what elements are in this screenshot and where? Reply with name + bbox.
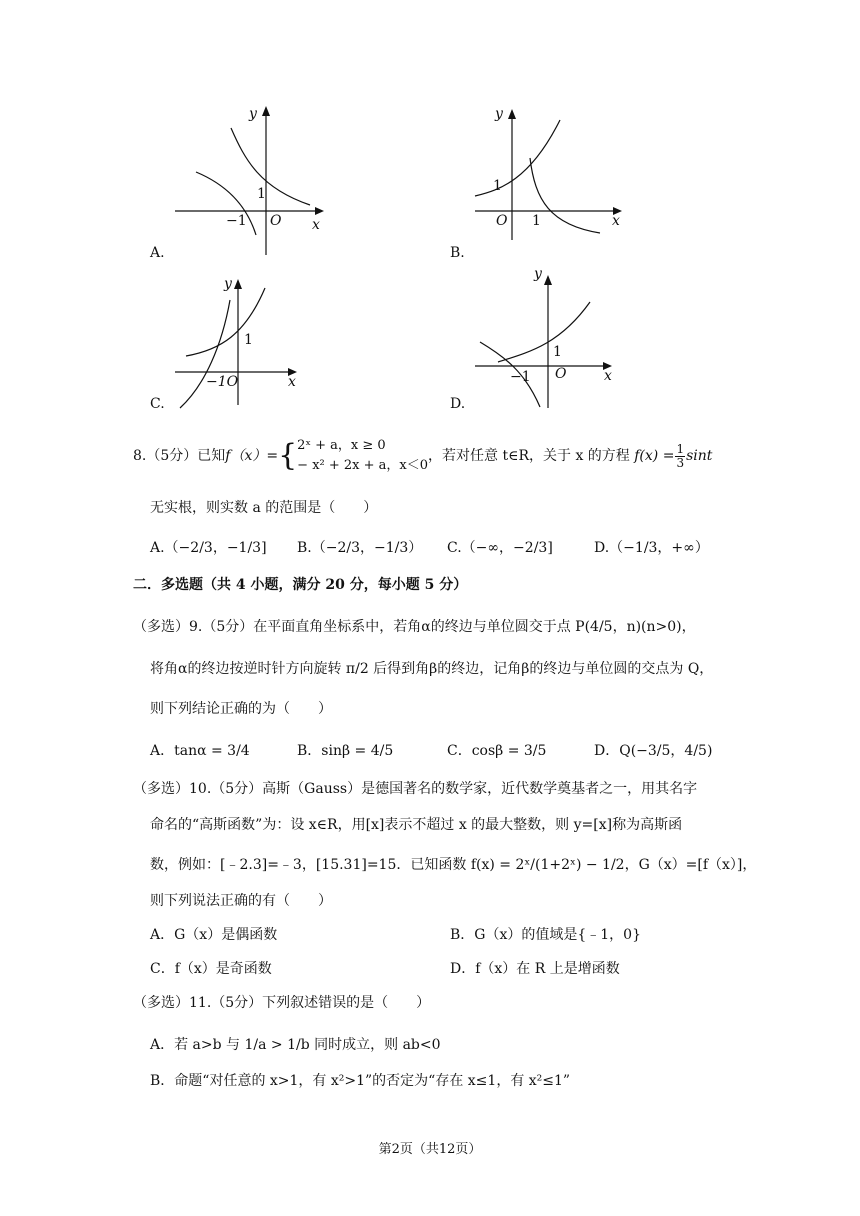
- q8-middle: ，若对任意 t∈R，关于 x 的方程: [428, 448, 630, 464]
- q8-option-b: B.（−2/3，−1/3）: [297, 540, 423, 556]
- q9-option-d: D．Q(−3/5，4/5): [594, 743, 713, 759]
- y-axis-arrow-icon: [234, 279, 242, 289]
- graph-option-b: [460, 100, 640, 260]
- q8-func: f（x）=: [225, 448, 279, 464]
- origin-label: O: [270, 213, 282, 229]
- x-label: x: [288, 374, 296, 390]
- q8-option-a: A.（−2/3，−1/3]: [150, 540, 267, 556]
- origin-label: O: [496, 213, 508, 229]
- y-axis-arrow-icon: [262, 106, 270, 116]
- curve-upper: [231, 128, 310, 205]
- q8-cases: [297, 436, 428, 476]
- q8-line2: 无实根，则实数 a 的范围是（ ）: [150, 500, 378, 516]
- curve-increasing: [498, 302, 590, 362]
- tick-x-1: 1: [532, 213, 541, 229]
- option-a-label: A.: [150, 245, 165, 261]
- graph-option-d: [460, 262, 640, 422]
- curve-lower: [180, 300, 230, 408]
- question-8: [133, 436, 712, 476]
- y-label: y: [495, 106, 503, 122]
- q10-option-d: D．f（x）在 R 上是增函数: [450, 961, 620, 977]
- q9-line3: 则下列结论正确的为（ ）: [150, 701, 332, 717]
- x-label: x: [604, 368, 612, 384]
- q10-line3: 数，例如：[﹣2.3]=﹣3，[15.31]=15．已知函数 f(x) = 2ˣ/(1+2ˣ) − 1/2，G（x）=[f（x）]，: [150, 857, 757, 873]
- graph-b-svg: [460, 100, 640, 260]
- q8-option-d: D.（−1/3，+∞）: [594, 540, 709, 556]
- q9-option-b: B．sinβ = 4/5: [297, 743, 394, 759]
- q10-option-b: B．G（x）的值域是{﹣1，0}: [450, 927, 641, 943]
- q8-case1: 2ˣ + a，x ≥ 0: [297, 438, 386, 453]
- q8-eq-right: sint: [686, 448, 713, 464]
- q8-case2: − x² + 2x + a，x＜0: [297, 458, 429, 473]
- y-label: y: [249, 106, 257, 122]
- q8-option-c: C.（−∞，−2/3]: [447, 540, 553, 556]
- tick-neg1: −1: [226, 213, 247, 229]
- x-axis-arrow-icon: [315, 207, 324, 215]
- q8-fraction: [675, 443, 685, 470]
- q10-line2: 命名的“高斯函数”为：设 x∈R，用[x]表示不超过 x 的最大整数，则 y=[x]称为高斯函: [150, 817, 683, 833]
- page-footer: 第2页（共12页）: [378, 1142, 482, 1157]
- q9-option-c: C．cosβ = 3/5: [447, 743, 547, 759]
- q11-option-a: A．若 a>b 与 1/a > 1/b 同时成立，则 ab<0: [150, 1037, 441, 1053]
- tick-neg1-origin: −1O: [206, 374, 239, 390]
- q11-line1: （多选）11.（5分）下列叙述错误的是（ ）: [133, 995, 431, 1011]
- graph-a-svg: [160, 100, 340, 260]
- tick-1: 1: [257, 186, 266, 202]
- q8-eq-left: f(x) =: [634, 448, 675, 464]
- option-b-label: B.: [450, 245, 465, 261]
- brace-icon: {: [278, 438, 298, 473]
- graph-option-c: [160, 270, 340, 420]
- q9-line2: 将角α的终边按逆时针方向旋转 π/2 后得到角β的终边，记角β的终边与单位圆的交点为 Q，: [150, 661, 714, 677]
- option-c-label: C.: [150, 396, 165, 412]
- q10-line4: 则下列说法正确的有（ ）: [150, 893, 332, 909]
- q8-frac-num: 1: [676, 441, 685, 456]
- q10-line1: （多选）10.（5分）高斯（Gauss）是德国著名的数学家，近代数学奠基者之一，用其名字: [133, 781, 698, 797]
- y-axis-arrow-icon: [544, 275, 552, 285]
- x-label: x: [612, 213, 620, 229]
- q9-option-a: A．tanα = 3/4: [150, 743, 250, 759]
- section-2-heading: 二．多选题（共 4 小题，满分 20 分，每小题 5 分）: [133, 577, 468, 593]
- q8-prefix: 8.（5分）已知: [133, 448, 226, 464]
- graph-d-svg: [460, 262, 640, 422]
- q9-line1: （多选）9.（5分）在平面直角坐标系中，若角α的终边与单位圆交于点 P(4/5，n)(n>0)，: [133, 619, 696, 635]
- x-label: x: [312, 217, 320, 233]
- option-d-label: D.: [450, 396, 466, 412]
- tick-1: 1: [553, 344, 562, 360]
- q11-option-b: B．命题“对任意的 x>1，有 x²>1”的否定为“存在 x≤1，有 x²≤1”: [150, 1073, 571, 1089]
- tick-1: 1: [244, 332, 253, 348]
- y-label: y: [534, 266, 542, 282]
- y-label: y: [224, 276, 232, 292]
- origin-label: O: [555, 366, 567, 382]
- curve-exp: [475, 120, 560, 196]
- q8-frac-den: 3: [676, 455, 685, 470]
- graph-option-a: [160, 100, 340, 260]
- q10-option-a: A．G（x）是偶函数: [150, 927, 278, 943]
- tick-y-1: 1: [493, 178, 502, 194]
- y-axis-arrow-icon: [508, 109, 516, 119]
- tick-neg1: −1: [510, 369, 531, 385]
- q10-option-c: C．f（x）是奇函数: [150, 961, 272, 977]
